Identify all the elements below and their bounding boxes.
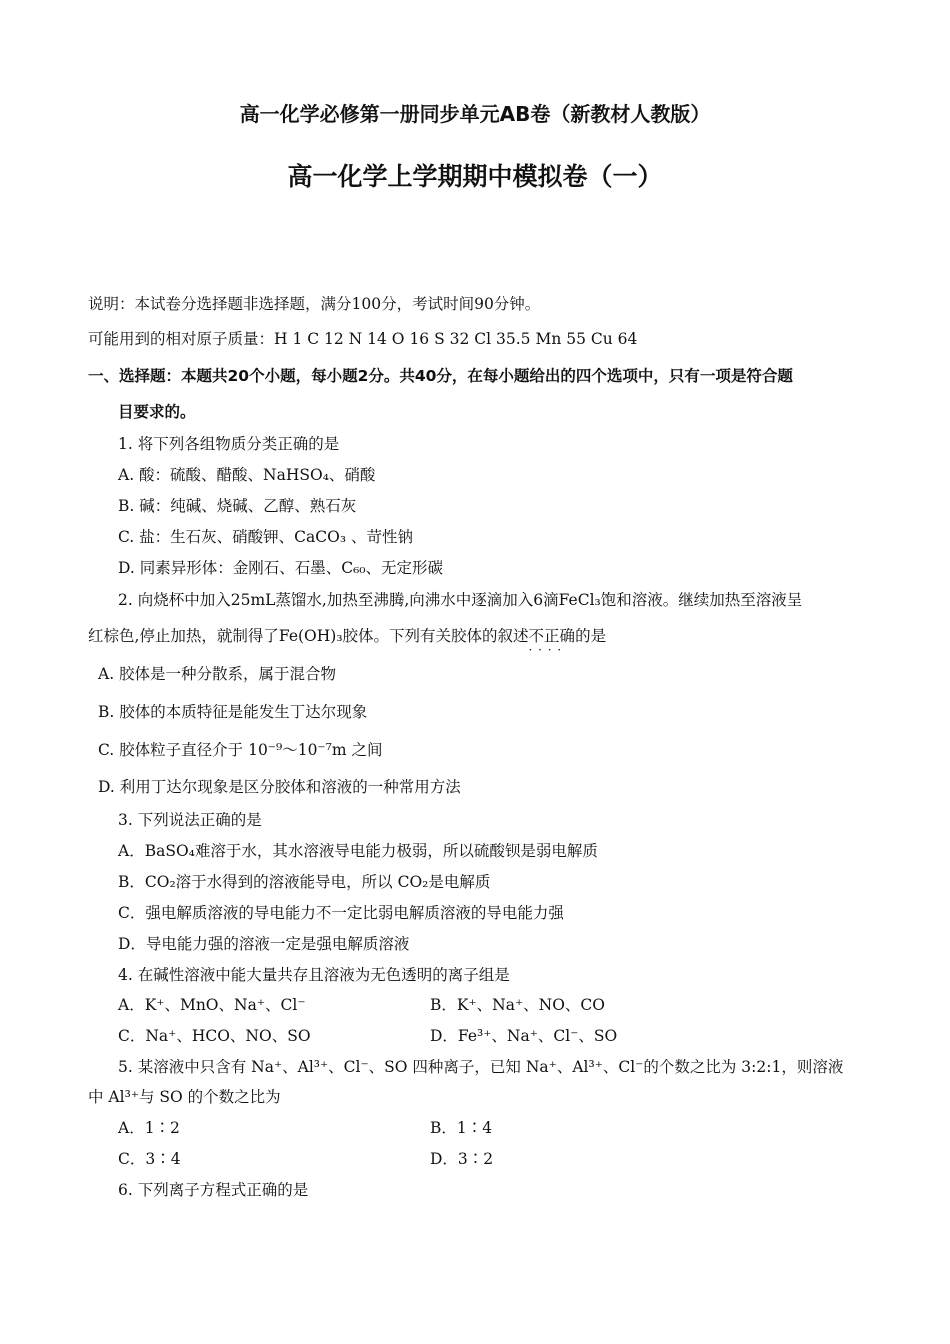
series-title: 高一化学必修第一册同步单元AB卷（新教材人教版） [239,102,711,126]
exam-title: 高一化学上学期期中模拟卷（一） [287,162,663,191]
section-heading-cont: 目要求的。 [118,403,196,421]
atomic-masses: 可能用到的相对原子质量：H 1 C 12 N 14 O 16 S 32 Cl 35.5 Mn 55 Cu 64 [88,330,638,348]
q2-option-d: D. 利用丁达尔现象是区分胶体和溶液的一种常用方法 [98,778,461,796]
exam-note: 说明：本试卷分选择题非选择题，满分100分，考试时间90分钟。 [88,295,541,313]
q5-option-c: C．3∶4 [118,1150,181,1168]
q2-stem-line1: 2. 向烧杯中加入25mL蒸馏水,加热至沸腾,向沸水中逐滴加入6滴FeCl₃饱和溶液。继续加热至溶液呈 [118,591,803,609]
q1-option-c: C. 盐：生石灰、硝酸钾、CaCO₃ 、苛性钠 [118,528,413,546]
q2-stem-pre: 红棕色,停止加热，就制得了Fe(OH)₃胶体。下列有关胶体的叙述 [88,627,529,645]
q2-option-c: C. 胶体粒子直径介于 10⁻⁹～10⁻⁷m 之间 [98,741,383,759]
q3-stem: 3. 下列说法正确的是 [118,811,262,829]
q6-stem: 6. 下列离子方程式正确的是 [118,1181,309,1199]
q2-option-b: B. 胶体的本质特征是能发生丁达尔现象 [98,703,368,721]
q5-option-a: A．1∶2 [118,1119,180,1137]
q2-stem-line2 [88,626,606,646]
section-heading: 一、选择题：本题共20个小题，每小题2分。共40分，在每小题给出的四个选项中，只有一项是符合题 [88,367,793,385]
q5-stem-line2: 中 Al³⁺与 SO 的个数之比为 [88,1088,281,1106]
q4-option-b: B．K⁺、Na⁺、NO、CO [430,996,605,1014]
q3-option-a: A．BaSO₄难溶于水，其水溶液导电能力极弱，所以硫酸钡是弱电解质 [118,842,598,860]
q3-option-d: D．导电能力强的溶液一定是强电解质溶液 [118,935,410,953]
q1-option-a: A. 酸：硫酸、醋酸、NaHSO₄、硝酸 [118,466,376,484]
q3-option-b: B．CO₂溶于水得到的溶液能导电，所以 CO₂是电解质 [118,873,491,891]
q2-stem-post: 的是 [575,627,607,645]
q3-option-c: C．强电解质溶液的导电能力不一定比弱电解质溶液的导电能力强 [118,904,564,922]
q4-option-a: A．K⁺、MnO、Na⁺、Cl⁻ [118,996,306,1014]
q4-option-d: D．Fe³⁺、Na⁺、Cl⁻、SO [430,1027,618,1045]
q5-option-d: D．3∶2 [430,1150,494,1168]
q2-option-a: A. 胶体是一种分散系，属于混合物 [98,665,337,683]
q1-option-d: D. 同素异形体：金刚石、石墨、C₆₀、无定形碳 [118,559,444,577]
q2-stem-emphasis: 不正确 · · · · [529,626,576,646]
q5-option-b: B．1∶4 [430,1119,493,1137]
q1-option-b: B. 碱：纯碱、烧碱、乙醇、熟石灰 [118,497,357,515]
q4-stem: 4. 在碱性溶液中能大量共存且溶液为无色透明的离子组是 [118,966,510,984]
q1-stem: 1. 将下列各组物质分类正确的是 [118,435,340,453]
q5-stem-line1: 5. 某溶液中只含有 Na⁺、Al³⁺、Cl⁻、SO 四种离子，已知 Na⁺、Al³⁺、Cl⁻的个数之比为 3:2:1，则溶液 [118,1058,844,1076]
q4-option-c: C．Na⁺、HCO、NO、SO [118,1027,311,1045]
